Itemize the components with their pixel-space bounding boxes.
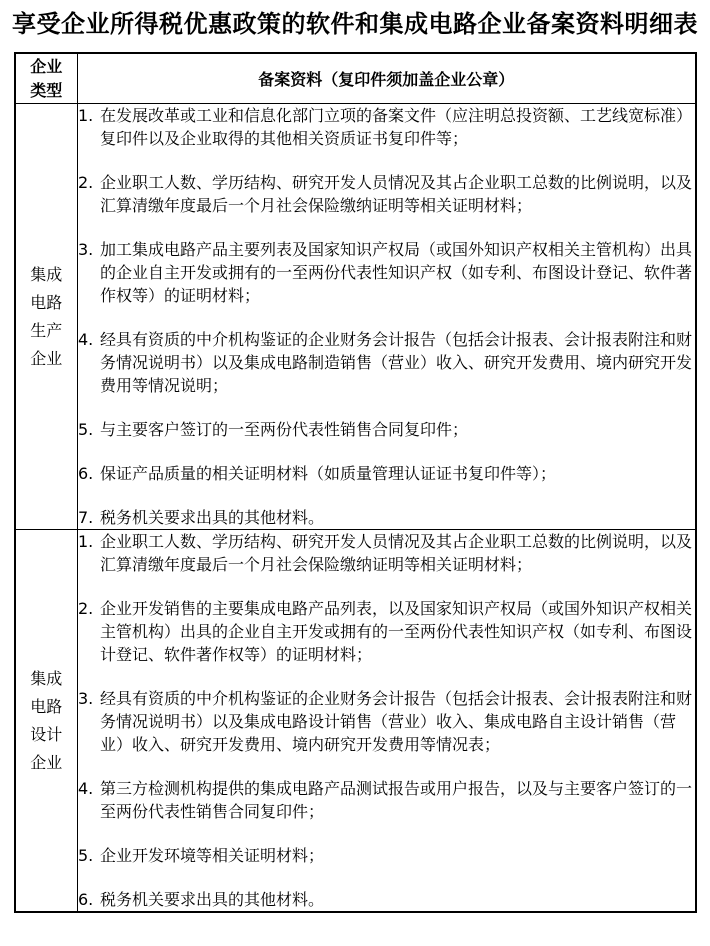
material-item xyxy=(78,844,695,867)
materials-cell xyxy=(78,530,696,913)
item-number: 3. xyxy=(78,689,94,708)
material-item xyxy=(78,530,695,576)
type-line: 企业 xyxy=(30,348,63,368)
item-number: 1. xyxy=(78,106,94,125)
item-number: 5. xyxy=(78,846,94,865)
table-header-row xyxy=(15,53,696,104)
material-item xyxy=(78,597,695,666)
material-item xyxy=(78,238,695,307)
item-text: 企业开发销售的主要集成电路产品列表，以及国家知识产权局（或国外知识产权相关主管机构）出具的企业自主开发或拥有的一至两份代表性知识产权（如专利、布图设计登记、软件著作权等）的证明材料； xyxy=(100,599,693,664)
material-item xyxy=(78,888,695,911)
type-line: 集成 xyxy=(30,668,63,688)
item-number: 4. xyxy=(78,330,94,349)
item-text: 保证产品质量的相关证明材料（如质量管理认证证书复印件等）； xyxy=(100,464,557,483)
type-line: 电路 xyxy=(30,292,63,312)
header-cell-enterprise-type xyxy=(15,53,78,104)
item-number: 1. xyxy=(78,532,94,551)
item-text: 企业职工人数、学历结构、研究开发人员情况及其占企业职工总数的比例说明，以及汇算清缴年度最后一个月社会保险缴纳证明等相关证明材料； xyxy=(100,173,693,215)
type-line: 电路 xyxy=(30,696,63,716)
item-text: 企业开发环境等相关证明材料； xyxy=(100,846,325,865)
table-row-ic-design xyxy=(15,530,696,913)
item-text: 加工集成电路产品主要列表及国家知识产权局（或国外知识产权相关主管机构）出具的企业自主开发或拥有的一至两份代表性知识产权（如专利、布图设计登记、软件著作权等）的证明材料； xyxy=(100,240,693,305)
material-item xyxy=(78,462,695,485)
material-item xyxy=(78,506,695,529)
material-item xyxy=(78,328,695,397)
header-type-line: 企业 xyxy=(30,56,63,76)
material-item xyxy=(78,687,695,756)
item-number: 2. xyxy=(78,599,94,618)
item-text: 第三方检测机构提供的集成电路产品测试报告或用户报告，以及与主要客户签订的一至两份代表性销售合同复印件； xyxy=(100,779,693,821)
item-number: 7. xyxy=(78,508,94,527)
material-item xyxy=(78,104,695,150)
header-type-line: 类型 xyxy=(30,80,63,100)
filing-materials-table xyxy=(14,52,697,913)
material-item xyxy=(78,418,695,441)
item-number: 2. xyxy=(78,173,94,192)
item-text: 经具有资质的中介机构鉴证的企业财务会计报告（包括会计报表、会计报表附注和财务情况说明书）以及集成电路设计销售（营业）收入、集成电路自主设计销售（营业）收入、研究开发费用、境内研究开发费用等情况表； xyxy=(100,689,693,754)
item-text: 与主要客户签订的一至两份代表性销售合同复印件； xyxy=(100,420,469,439)
item-number: 4. xyxy=(78,779,94,798)
item-text: 税务机关要求出具的其他材料。 xyxy=(100,890,325,909)
item-text: 企业职工人数、学历结构、研究开发人员情况及其占企业职工总数的比例说明，以及汇算清缴年度最后一个月社会保险缴纳证明等相关证明材料； xyxy=(100,532,693,574)
item-number: 6. xyxy=(78,890,94,909)
type-line: 企业 xyxy=(30,752,63,772)
header-cell-materials: 备案资料（复印件须加盖企业公章） xyxy=(78,53,696,104)
item-text: 经具有资质的中介机构鉴证的企业财务会计报告（包括会计报表、会计报表附注和财务情况说明书）以及集成电路制造销售（营业）收入、研究开发费用、境内研究开发费用等情况说明； xyxy=(100,330,693,395)
enterprise-type-cell xyxy=(15,530,78,913)
item-number: 6. xyxy=(78,464,94,483)
material-item xyxy=(78,171,695,217)
enterprise-type-cell xyxy=(15,104,78,530)
type-line: 集成 xyxy=(30,264,63,284)
page-title: 享受企业所得税优惠政策的软件和集成电路企业备案资料明细表 xyxy=(12,10,698,38)
table-row-ic-manufacturing xyxy=(15,104,696,530)
material-item xyxy=(78,777,695,823)
materials-cell xyxy=(78,104,696,530)
item-text: 在发展改革或工业和信息化部门立项的备案文件（应注明总投资额、工艺线宽标准）复印件以及企业取得的其他相关资质证书复印件等； xyxy=(100,106,693,148)
item-text: 税务机关要求出具的其他材料。 xyxy=(100,508,325,527)
item-number: 5. xyxy=(78,420,94,439)
item-number: 3. xyxy=(78,240,94,259)
type-line: 设计 xyxy=(30,724,63,744)
type-line: 生产 xyxy=(30,320,63,340)
